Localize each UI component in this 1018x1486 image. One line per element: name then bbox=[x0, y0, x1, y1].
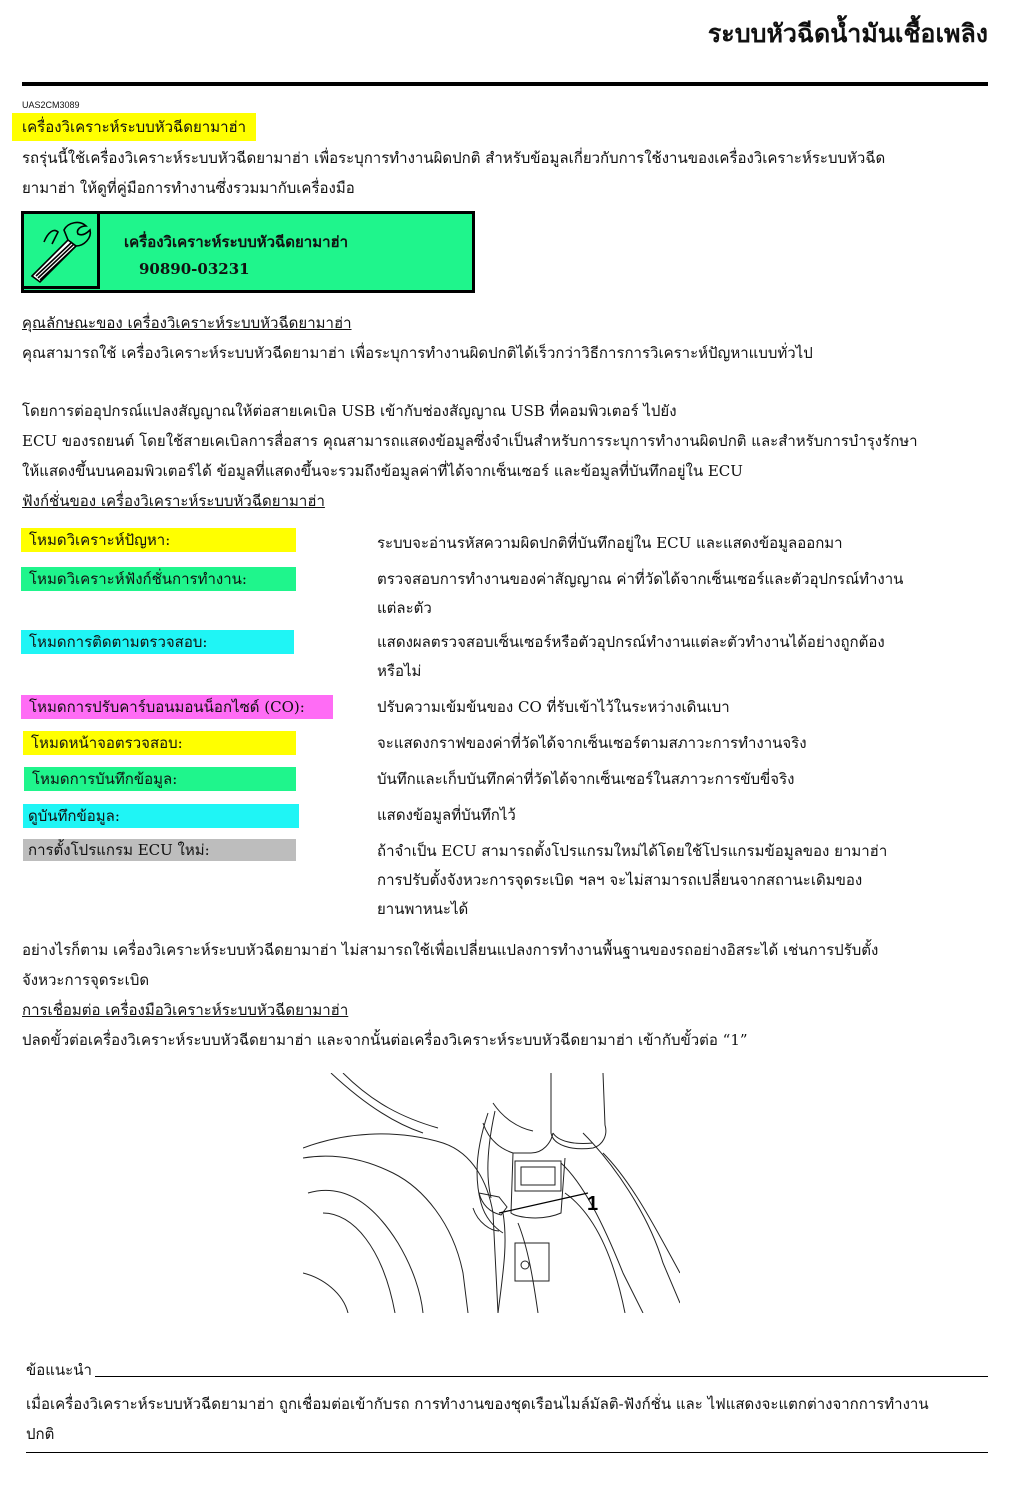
features-heading: คุณลักษณะของ เครื่องวิเคราะห์ระบบหัวฉีดยามาฮ่า bbox=[22, 314, 352, 332]
connect-heading: การเชื่อมต่อ เครื่องมือวิเคราะห์ระบบหัวฉีดยามาฮ่า bbox=[22, 1001, 349, 1019]
tip-label: ข้อแนะนำ bbox=[26, 1361, 92, 1379]
mode-desc-monitor bbox=[377, 628, 947, 686]
page-title: ระบบหัวฉีดน้ำมันเชื้อเพลิง bbox=[707, 19, 988, 48]
section-title: เครื่องวิเคราะห์ระบบหัวฉีดยามาฮ่า bbox=[12, 113, 256, 141]
tip-rule bbox=[95, 1376, 988, 1377]
document-code: UAS2CM3089 bbox=[22, 100, 80, 110]
mode-label-monitor: โหมดการติดตามตรวจสอบ: bbox=[21, 630, 294, 654]
mode-desc-line: ระบบจะอ่านรหัสความผิดปกติที่บันทึกอยู่ใน ECU และแสดงข้อมูลออกมา bbox=[377, 534, 843, 552]
tip-line: ปกติ bbox=[26, 1425, 55, 1443]
mode-desc-function bbox=[377, 565, 947, 623]
connection-line: ให้แสดงขึ้นบนคอมพิวเตอร์ได้ ข้อมูลที่แสดงขึ้นจะรวมถึงข้อมูลค่าที่ได้จากเซ็นเซอร์ และข้อมูลที่บันทึกอยู่ใน ECU bbox=[22, 462, 743, 480]
intro-line: ยามาฮ่า ให้ดูที่คู่มือการทำงานซึ่งรวมมากับเครื่องมือ bbox=[22, 179, 355, 197]
wrench-tool-icon bbox=[24, 214, 100, 289]
features-section bbox=[22, 308, 988, 368]
tool-part-number: 90890-03231 bbox=[139, 260, 250, 278]
mode-label-reprogram: การตั้งโปรแกรม ECU ใหม่: bbox=[23, 839, 296, 861]
functions-heading: ฟังก์ชั่นของ เครื่องวิเคราะห์ระบบหัวฉีดยามาฮ่า bbox=[22, 492, 325, 510]
mode-desc-line: ยานพาหนะได้ bbox=[377, 900, 469, 918]
mode-desc-line: ปรับความเข้มข้นของ CO ที่รับเข้าไว้ในระหว่างเดินเบา bbox=[377, 698, 730, 716]
mode-desc-reprogram bbox=[377, 837, 947, 924]
limitation-paragraph bbox=[22, 935, 988, 1055]
limitation-line: อย่างไรก็ตาม เครื่องวิเคราะห์ระบบหัวฉีดยามาฮ่า ไม่สามารถใช้เพื่อเปลี่ยนแปลงการทำงานพื้นฐานของรถอย่างอิสระได้ เช่นการปรับตั้ง bbox=[22, 941, 879, 959]
special-tool-box bbox=[21, 211, 475, 293]
connector-figure bbox=[303, 1073, 680, 1313]
tip-text bbox=[26, 1389, 988, 1449]
mode-label-view-log: ดูบันทึกข้อมูล: bbox=[23, 804, 299, 828]
mode-desc-line: แสดงผลตรวจสอบเซ็นเซอร์หรือตัวอุปกรณ์ทำงานแต่ละตัวทำงานได้อย่างถูกต้อง bbox=[377, 633, 885, 651]
intro-line: รถรุ่นนี้ใช้เครื่องวิเคราะห์ระบบหัวฉีดยามาฮ่า เพื่อระบุการทำงานผิดปกติ สำหรับข้อมูลเกี่ยวกับการใช้งานของเครื่องวิเคราะห์ระบบหัวฉีด bbox=[22, 149, 886, 167]
limitation-line: จังหวะการจุดระเบิด bbox=[22, 971, 150, 989]
mode-desc-screen bbox=[377, 729, 947, 758]
header-rule bbox=[22, 82, 988, 86]
tool-name: เครื่องวิเคราะห์ระบบหัวฉีดยามาฮ่า bbox=[124, 233, 349, 251]
mode-desc-line: หรือไม่ bbox=[377, 662, 422, 680]
mode-desc-view-log bbox=[377, 801, 947, 830]
intro-paragraph bbox=[22, 143, 988, 203]
mode-desc-line: ตรวจสอบการทำงานของค่าสัญญาณ ค่าที่วัดได้จากเซ็นเซอร์และตัวอุปกรณ์ทำงาน bbox=[377, 570, 904, 588]
connection-line: โดยการต่ออุปกรณ์แปลงสัญญาณให้ต่อสายเคเบิล USB เข้ากับช่องสัญญาณ USB ที่คอมพิวเตอร์ ไปยัง bbox=[22, 402, 677, 420]
mode-label-datalog: โหมดการบันทึกข้อมูล: bbox=[24, 767, 296, 791]
connection-line: ECU ของรถยนต์ โดยใช้สายเคเบิลการสื่อสาร คุณสามารถแสดงข้อมูลซึ่งจำเป็นสำหรับการระบุการทำงานผิดปกติ และสำหรับการบำรุงรักษา bbox=[22, 432, 918, 450]
mode-label-function: โหมดวิเคราะห์ฟังก์ชั่นการทำงาน: bbox=[21, 567, 296, 591]
bottom-rule bbox=[26, 1452, 988, 1453]
mode-desc-datalog bbox=[377, 765, 947, 794]
mode-desc-diagnosis bbox=[377, 529, 947, 558]
mode-desc-co-adjust bbox=[377, 693, 947, 722]
mode-desc-line: ถ้าจำเป็น ECU สามารถตั้งโปรแกรมใหม่ได้โดยใช้โปรแกรมข้อมูลของ ยามาฮ่า bbox=[377, 842, 888, 860]
mode-label-screen: โหมดหน้าจอตรวจสอบ: bbox=[23, 731, 296, 755]
mode-desc-line: การปรับตั้งจังหวะการจุดระเบิด ฯลฯ จะไม่สามารถเปลี่ยนจากสถานะเดิมของ bbox=[377, 871, 863, 889]
mode-desc-line: แสดงข้อมูลที่บันทึกไว้ bbox=[377, 806, 516, 824]
figure-callout-1: 1 bbox=[587, 1193, 599, 1215]
tip-line: เมื่อเครื่องวิเคราะห์ระบบหัวฉีดยามาฮ่า ถูกเชื่อมต่อเข้ากับรถ การทำงานของชุดเรือนไมล์มัลติ-ฟังก์ชั่น และ ไฟแสดงจะแตกต่างจากการทำงาน bbox=[26, 1395, 929, 1413]
mode-label-co-adjust: โหมดการปรับคาร์บอนมอนน็อกไซด์ (CO): bbox=[21, 695, 333, 719]
connect-text: ปลดขั้วต่อเครื่องวิเคราะห์ระบบหัวฉีดยามาฮ่า และจากนั้นต่อเครื่องวิเคราะห์ระบบหัวฉีดยามาฮ่า เข้ากับขั้วต่อ “1” bbox=[22, 1031, 748, 1049]
connection-paragraph bbox=[22, 396, 988, 516]
mode-desc-line: จะแสดงกราฟของค่าที่วัดได้จากเซ็นเซอร์ตามสภาวะการทำงานจริง bbox=[377, 734, 807, 752]
mode-desc-line: แต่ละตัว bbox=[377, 599, 432, 617]
features-text: คุณสามารถใช้ เครื่องวิเคราะห์ระบบหัวฉีดยามาฮ่า เพื่อระบุการทำงานผิดปกติได้เร็วกว่าวิธีการการวิเคราะห์ปัญหาแบบทั่วไป bbox=[22, 344, 813, 362]
mode-desc-line: บันทึกและเก็บบันทึกค่าที่วัดได้จากเซ็นเซอร์ในสภาวะการขับขี่จริง bbox=[377, 770, 795, 788]
mode-label-diagnosis: โหมดวิเคราะห์ปัญหา: bbox=[21, 528, 296, 552]
